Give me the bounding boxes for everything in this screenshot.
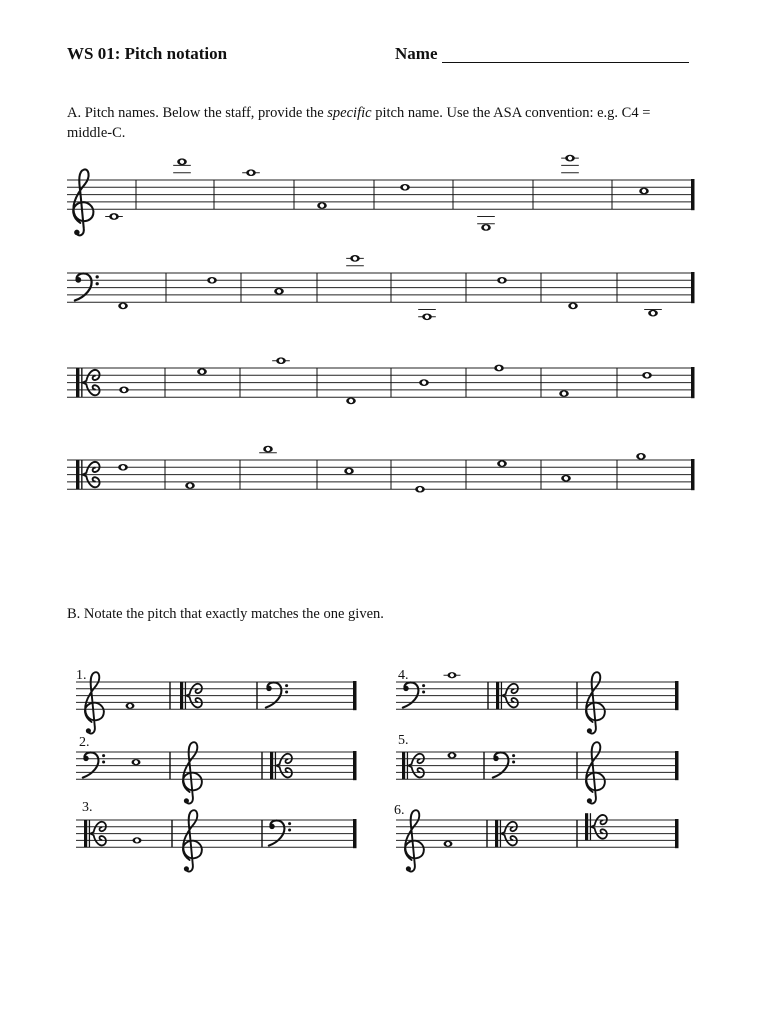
bass-clef-dot (422, 684, 425, 687)
c-clef-curve (83, 475, 100, 488)
c-clef-curve (186, 684, 202, 696)
c-clef-bar (402, 752, 405, 779)
c-clef-curve (83, 462, 100, 475)
whole-note (494, 365, 504, 372)
bass-clef-dot (102, 760, 105, 763)
exercise-number: 3. (82, 800, 93, 815)
final-barline (353, 819, 357, 848)
whole-note (648, 310, 658, 317)
c-clef-bar (496, 682, 499, 709)
c-clef-bar (585, 813, 588, 840)
whole-note (132, 759, 141, 765)
c-clef-bar (180, 682, 183, 709)
bass-clef-icon (266, 682, 288, 707)
bass-clef-dot (422, 690, 425, 693)
c-clef-curve (502, 684, 518, 696)
whole-note (246, 169, 256, 176)
treble-clef-dot (184, 866, 189, 871)
c-clef-curve (83, 370, 100, 383)
bass-clef-dot (285, 690, 288, 693)
whole-note (118, 464, 128, 471)
exercise-number: 1. (76, 668, 87, 683)
c-clef-curve (501, 834, 517, 846)
whole-note (415, 486, 425, 493)
bass-clef-curve (266, 682, 282, 707)
bass-clef-curve (269, 820, 285, 845)
final-barline (691, 459, 695, 490)
treble-clef-dot (184, 798, 189, 803)
c-clef-curve (90, 834, 106, 846)
whole-note (565, 155, 575, 162)
c-clef-bar (76, 460, 79, 489)
c-clef-curve (591, 815, 607, 827)
exercise-number: 6. (394, 803, 405, 818)
bass-clef-curve (83, 752, 99, 777)
final-barline (691, 179, 695, 210)
treble-clef-stroke (73, 169, 93, 235)
bass-clef-icon (75, 273, 99, 300)
treble-clef-dot (74, 230, 79, 235)
whole-note (317, 202, 327, 209)
c-clef-curve (591, 827, 607, 839)
c-clef-curve (276, 766, 292, 778)
bass-clef-dot (96, 275, 99, 278)
bass-clef-icon (269, 820, 291, 845)
c-clef-curve (408, 754, 424, 766)
whole-note (448, 672, 457, 678)
whole-note (263, 446, 273, 453)
bass-clef-icon (83, 752, 105, 777)
whole-note (636, 453, 646, 460)
treble-clef-dot (406, 866, 411, 871)
whole-note (274, 288, 284, 295)
part-a-emphasis: specific (327, 105, 372, 121)
name-label: Name (395, 44, 438, 63)
c-clef-curve (83, 383, 100, 396)
whole-note (109, 213, 119, 220)
whole-note (422, 313, 432, 320)
worksheet-title: WS 01: Pitch notation (67, 44, 228, 63)
final-barline (353, 681, 357, 710)
treble-clef-dot (587, 728, 592, 733)
whole-note (344, 468, 354, 475)
bass-clef-curve (75, 273, 92, 300)
final-barline (675, 819, 679, 848)
whole-note (119, 387, 129, 394)
whole-note (177, 158, 187, 165)
whole-note (197, 368, 207, 375)
whole-note (350, 255, 360, 262)
whole-note (444, 841, 453, 847)
bass-clef-curve (493, 752, 509, 777)
exercise-number: 4. (398, 668, 409, 683)
exercise-number: 2. (79, 735, 90, 750)
whole-note (639, 188, 649, 195)
bass-clef-icon (403, 682, 425, 707)
c-clef-curve (501, 822, 517, 834)
bass-clef-curve (403, 682, 419, 707)
whole-note (118, 302, 128, 309)
bass-clef-dot (288, 822, 291, 825)
c-clef-curve (90, 822, 106, 834)
final-barline (675, 681, 679, 710)
whole-note (448, 752, 457, 758)
c-clef-curve (408, 766, 424, 778)
part-a-text-1: A. Pitch names. Below the staff, provide the (67, 105, 328, 121)
exercise-number: 5. (398, 733, 409, 748)
whole-note (497, 460, 507, 467)
bass-clef-dot (512, 760, 515, 763)
whole-note (185, 482, 195, 489)
c-clef-bar (270, 752, 273, 779)
whole-note (559, 390, 569, 397)
whole-note (126, 703, 135, 709)
whole-note (481, 224, 491, 231)
final-barline (691, 272, 695, 303)
final-barline (675, 751, 679, 780)
whole-note (207, 277, 217, 284)
bass-clef-dot (288, 828, 291, 831)
whole-note (346, 397, 356, 404)
bass-clef-dot (102, 754, 105, 757)
c-clef-bar (76, 368, 79, 397)
whole-note (419, 379, 429, 386)
c-clef-curve (276, 754, 292, 766)
whole-note (561, 475, 571, 482)
c-clef-bar (495, 820, 498, 847)
treble-clef-icon (73, 169, 93, 235)
whole-note (497, 277, 507, 284)
bass-clef-dot (285, 684, 288, 687)
whole-note (133, 837, 142, 843)
whole-note (642, 372, 652, 379)
final-barline (691, 367, 695, 398)
whole-note (568, 302, 578, 309)
final-barline (353, 751, 357, 780)
bass-clef-dot (512, 754, 515, 757)
part-b-instructions: B. Notate the pitch that exactly matches the one given. (67, 606, 384, 622)
bass-clef-dot (96, 282, 99, 285)
part-a-text-2: pitch name. Use the ASA convention: e.g. C4 = middle-C. (67, 105, 651, 141)
treble-clef-dot (587, 798, 592, 803)
whole-note (276, 357, 286, 364)
whole-note (400, 184, 410, 191)
bass-clef-icon (493, 752, 515, 777)
treble-clef-dot (86, 728, 91, 733)
c-clef-bar (84, 820, 87, 847)
c-clef-curve (186, 696, 202, 708)
c-clef-curve (502, 696, 518, 708)
